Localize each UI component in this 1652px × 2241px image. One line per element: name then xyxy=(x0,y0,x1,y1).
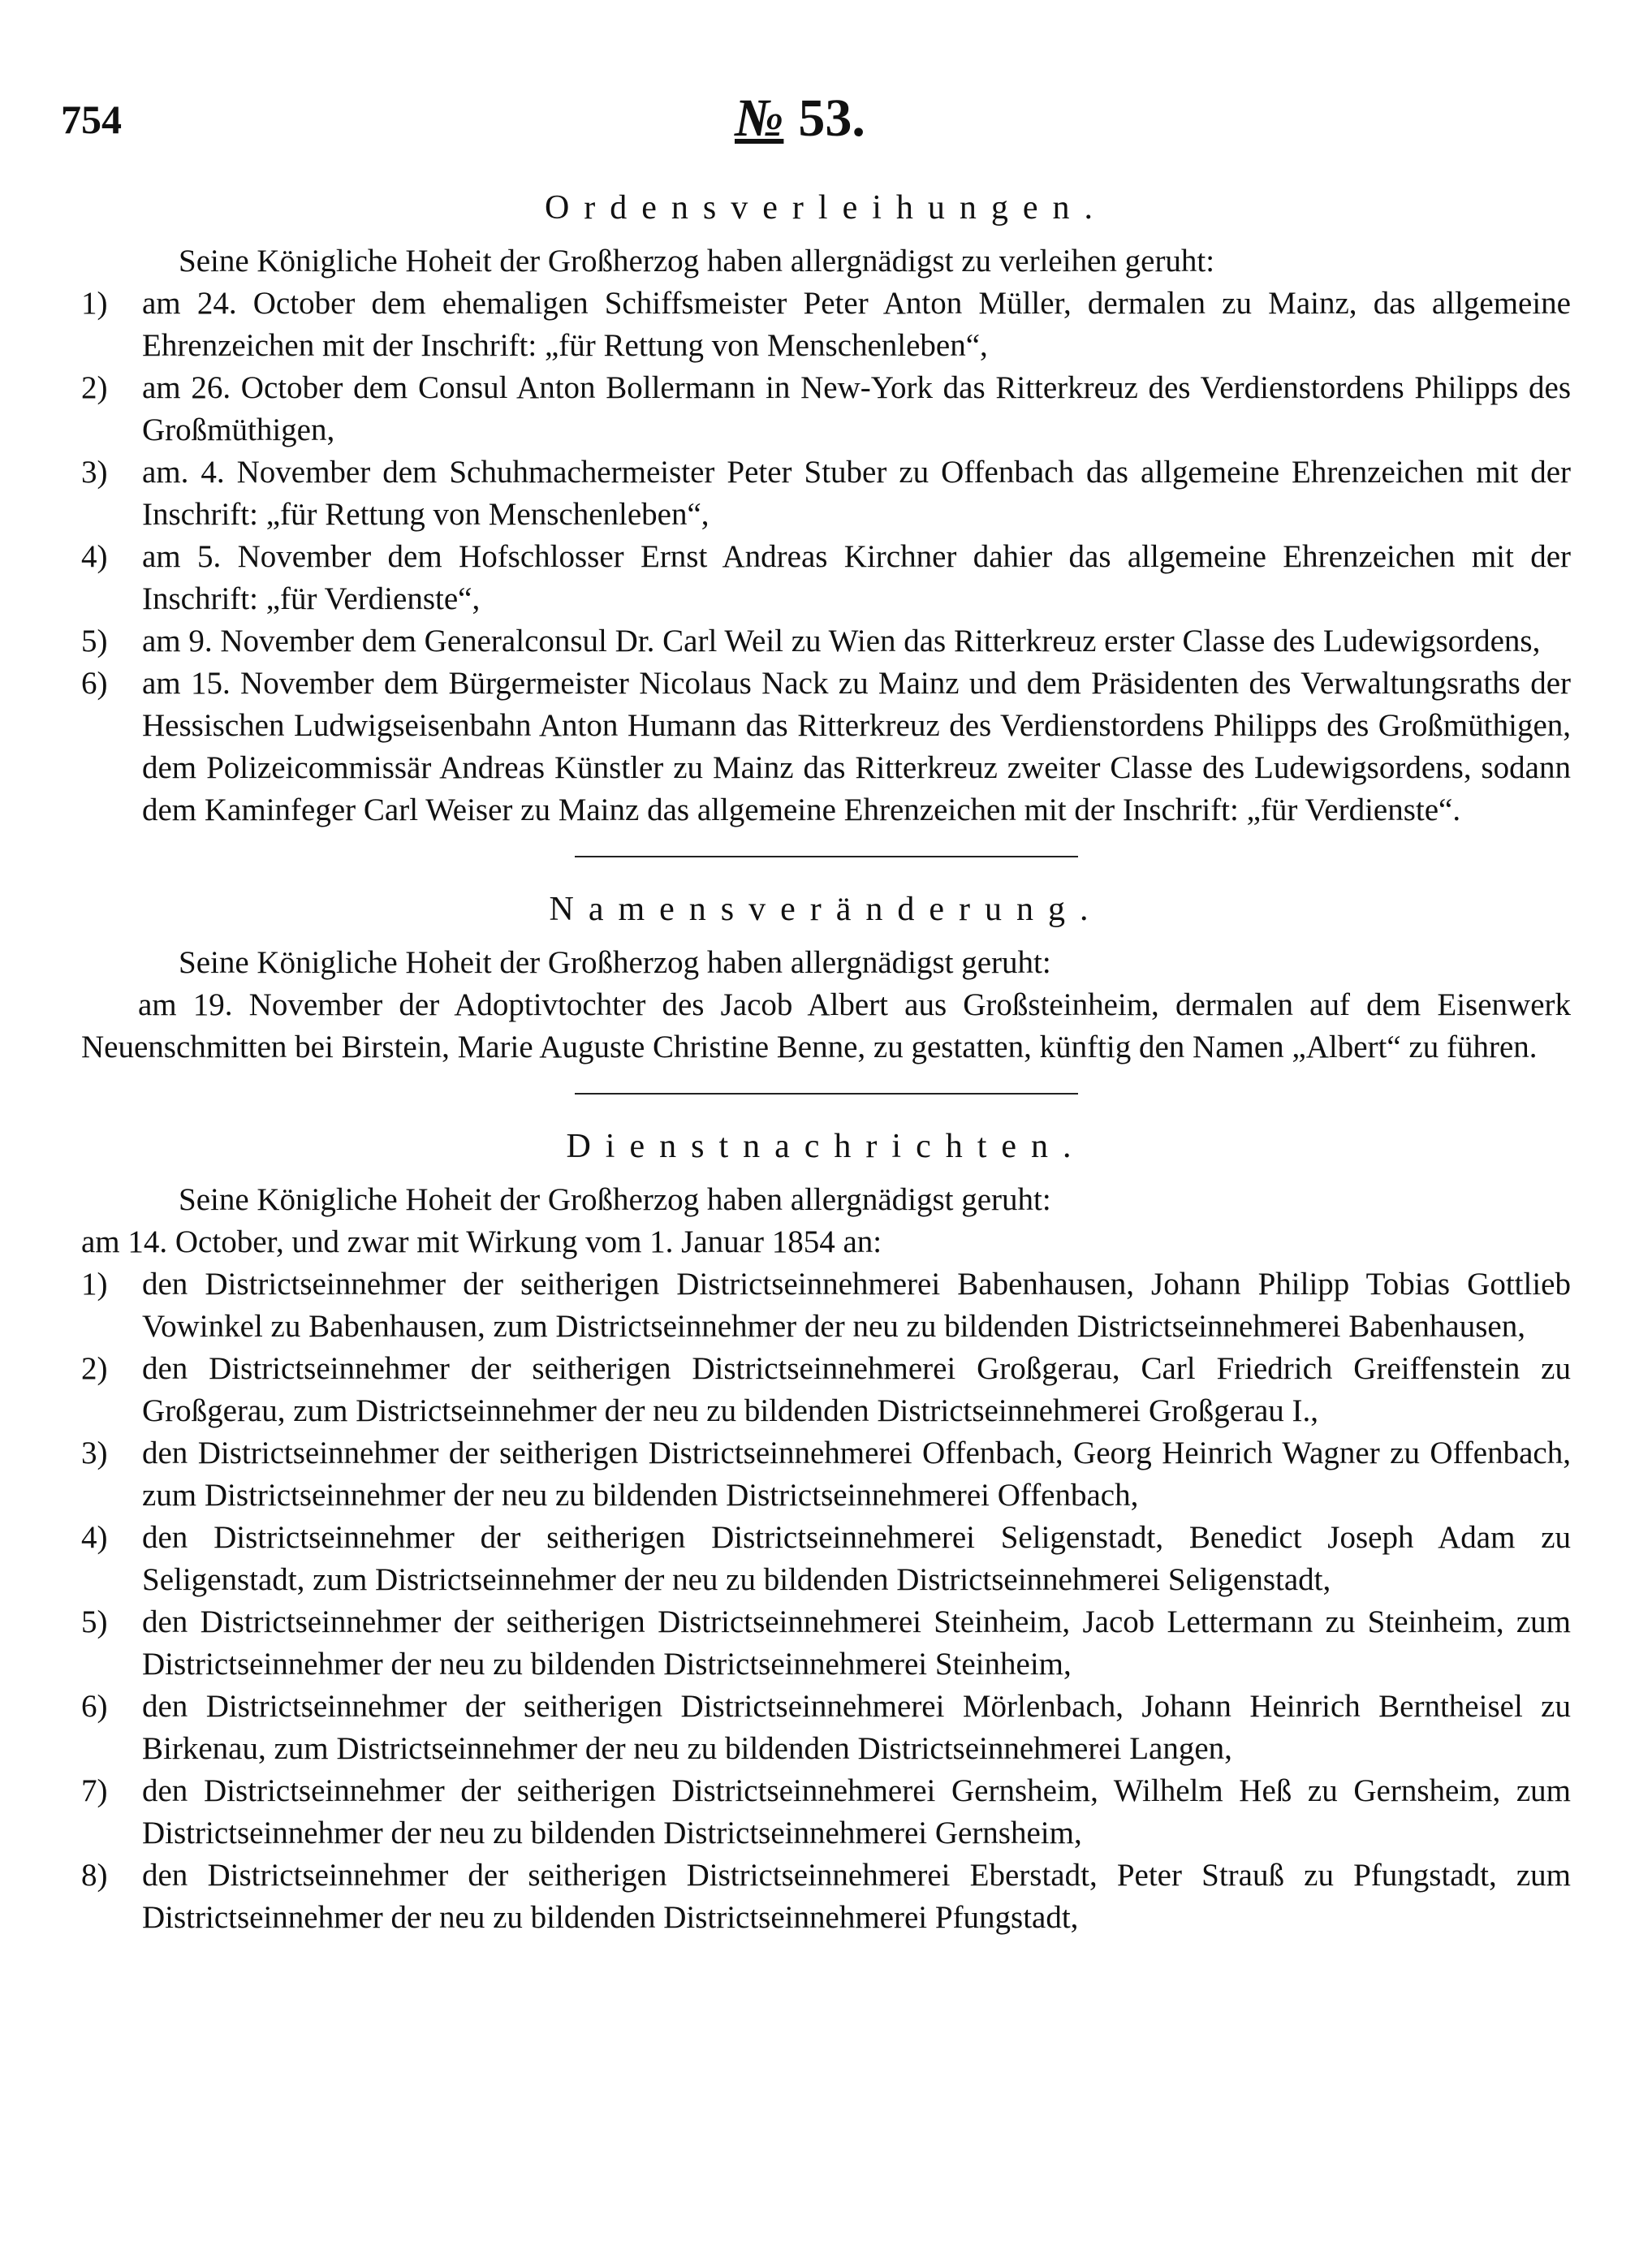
number-sign: № xyxy=(735,89,784,148)
list-item xyxy=(81,283,1571,367)
item-text: am 9. November dem Generalconsul Dr. Carl Weil zu Wien das Ritterkreuz erster Classe des Ludewigsordens, xyxy=(142,624,1541,658)
section-namen xyxy=(81,888,1571,1069)
list-item xyxy=(81,536,1571,620)
item-number: 7) xyxy=(81,1773,108,1808)
item-number: 4) xyxy=(81,539,108,574)
section-lead: am 14. October, und zwar mit Wirkung vom 1. Januar 1854 an: xyxy=(81,1224,882,1259)
item-number: 3) xyxy=(81,1436,108,1470)
item-number: 6) xyxy=(81,666,108,701)
item-text: den Districtseinnehmer der seitherigen Districtseinnehmerei Gernsheim, Wilhelm Heß zu Gernsheim, zum Districtseinnehmer der neu zu bildenden Districtseinnehmerei Gernsheim, xyxy=(142,1773,1571,1850)
item-number: 2) xyxy=(81,370,108,405)
list-item xyxy=(81,1855,1571,1939)
item-text: den Districtseinnehmer der seitherigen Districtseinnehmerei Eberstadt, Peter Strauß zu Pfungstadt, zum Districtseinnehmer der neu zu bildenden Districtseinnehmerei Pfungstadt, xyxy=(142,1858,1571,1935)
item-number: 6) xyxy=(81,1689,108,1724)
section-intro: Seine Königliche Hoheit der Großherzog haben allergnädigst zu verleihen geruht: xyxy=(179,244,1215,279)
section-paragraph: am 19. November der Adoptivtochter des Jacob Albert aus Großsteinheim, dermalen auf dem Eisenwerk Neuenschmitten bei Birstein, Marie Auguste Christine Benne, zu gestatten, künftig den Namen „Albert“ zu führen. xyxy=(81,987,1571,1064)
item-text: den Districtseinnehmer der seitherigen Districtseinnehmerei Steinheim, Jacob Lettermann zu Steinheim, zum Districtseinnehmer der neu zu bildenden Districtseinnehmerei Steinheim, xyxy=(142,1604,1571,1682)
list-item xyxy=(81,1601,1571,1686)
divider xyxy=(575,1093,1078,1095)
list-item xyxy=(81,663,1571,831)
item-text: am 5. November dem Hofschlosser Ernst Andreas Kirchner dahier das allgemeine Ehrenzeichen mit der Inschrift: „für Verdienste“, xyxy=(142,539,1571,616)
section-intro: Seine Königliche Hoheit der Großherzog haben allergnädigst geruht: xyxy=(179,945,1051,980)
item-text: den Districtseinnehmer der seitherigen Districtseinnehmerei Mörlenbach, Johann Heinrich Berntheisel zu Birkenau, zum Districtseinnehmer der neu zu bildenden Districtseinnehmerei Langen, xyxy=(142,1689,1571,1766)
section-orden xyxy=(81,187,1571,831)
issue-number xyxy=(735,88,865,149)
item-text: am 15. November dem Bürgermeister Nicolaus Nack zu Mainz und dem Präsidenten des Verwaltungsraths der Hessischen Ludwigseisenbahn Anton Humann das Ritterkreuz des Verdienstordens Philipps des Großmüthigen, dem Polizeicommissär Andreas Künstler zu Mainz das Ritterkreuz zweiter Classe des Ludewigsordens, sodann dem Kaminfeger Carl Weiser zu Mainz das allgemeine Ehrenzeichen mit der Inschrift: „für Verdienste“. xyxy=(142,666,1571,827)
list-item xyxy=(81,367,1571,451)
item-text: den Districtseinnehmer der seitherigen Districtseinnehmerei Offenbach, Georg Heinrich Wagner zu Offenbach, zum Districtseinnehmer der neu zu bildenden Districtseinnehmerei Offenbach, xyxy=(142,1436,1571,1513)
section-intro: Seine Königliche Hoheit der Großherzog haben allergnädigst geruht: xyxy=(179,1182,1051,1217)
issue-number-value: 53. xyxy=(798,89,865,148)
list-item xyxy=(81,1686,1571,1770)
list-item xyxy=(81,451,1571,536)
item-number: 8) xyxy=(81,1858,108,1893)
list-item xyxy=(81,620,1571,663)
item-number: 5) xyxy=(81,624,108,658)
page-number: 754 xyxy=(61,97,122,142)
item-number: 4) xyxy=(81,1520,108,1555)
item-text: den Districtseinnehmer der seitherigen Districtseinnehmerei Großgerau, Carl Friedrich Greiffenstein zu Großgerau, zum Districtseinnehmer der neu zu bildenden Districtseinnehmerei Großgerau I., xyxy=(142,1351,1571,1428)
section-heading: Dienstnachrichten. xyxy=(566,1128,1086,1165)
item-number: 3) xyxy=(81,455,108,490)
section-heading: Ordensverleihungen. xyxy=(544,189,1108,227)
list-item xyxy=(81,1263,1571,1348)
item-text: am. 4. November dem Schuhmachermeister Peter Stuber zu Offenbach das allgemeine Ehrenzeichen mit der Inschrift: „für Rettung von Menschenleben“, xyxy=(142,455,1571,532)
item-text: den Districtseinnehmer der seitherigen Districtseinnehmerei Seligenstadt, Benedict Joseph Adam zu Seligenstadt, zum Districtseinnehmer der neu zu bildenden Districtseinnehmerei Seligenstadt, xyxy=(142,1520,1571,1597)
item-number: 1) xyxy=(81,1267,108,1302)
list-item xyxy=(81,1517,1571,1601)
item-text: am 24. October dem ehemaligen Schiffsmeister Peter Anton Müller, dermalen zu Mainz, das allgemeine Ehrenzeichen mit der Inschrift: „für Rettung von Menschenleben“, xyxy=(142,286,1571,363)
item-text: am 26. October dem Consul Anton Bollermann in New-York das Ritterkreuz des Verdienstordens Philipps des Großmüthigen, xyxy=(142,370,1571,447)
item-number: 2) xyxy=(81,1351,108,1386)
list-item xyxy=(81,1432,1571,1517)
item-number: 1) xyxy=(81,286,108,321)
item-number: 5) xyxy=(81,1604,108,1639)
section-dienst xyxy=(81,1125,1571,1939)
section-heading: Namensveränderung. xyxy=(549,891,1103,928)
list-item xyxy=(81,1770,1571,1855)
divider xyxy=(575,856,1078,857)
document-body xyxy=(81,187,1571,1939)
item-text: den Districtseinnehmer der seitherigen Districtseinnehmerei Babenhausen, Johann Philipp Tobias Gottlieb Vowinkel zu Babenhausen, zum Districtseinnehmer der neu zu bildenden Districtseinnehmerei Babenhausen, xyxy=(142,1267,1571,1344)
list-item xyxy=(81,1348,1571,1432)
